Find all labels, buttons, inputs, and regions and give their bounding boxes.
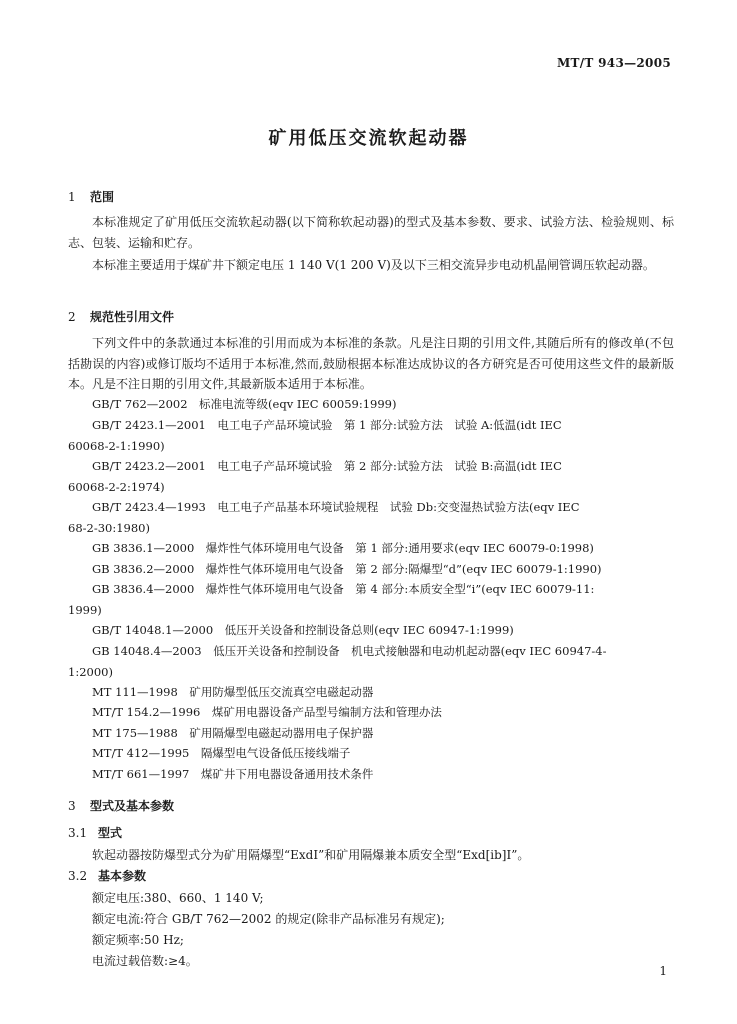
reference-item: GB/T 762—2002 标准电流等级(eqv IEC 60059:1999) [92,397,397,411]
parameter-line: 额定电压:380、660、1 140 V; [92,891,264,905]
page-number: 1 [659,964,667,978]
parameter-line: 额定电流:符合 GB/T 762—2002 的规定(除非产品标准另有规定); [92,912,445,926]
section-1-paragraph-2: 本标准主要适用于煤矿井下额定电压 1 140 V(1 200 V)及以下三相交流异步电动机晶闸管调压软起动器。 [92,258,655,272]
reference-item: GB 3836.4—2000 爆炸性气体环境用电气设备 第 4 部分:本质安全型“i”(eqv IEC 60079-11: 1999) [68,582,595,617]
section-3-2-title: 基本参数 [98,869,147,883]
section-2-heading [68,308,174,325]
parameter-line: 额定频率:50 Hz; [92,933,184,947]
reference-item: MT/T 154.2—1996 煤矿用电器设备产品型号编制方法和管理办法 [92,705,442,719]
section-3-2-number: 3.2 [68,869,88,883]
reference-item: MT 175—1988 矿用隔爆型电磁起动器用电子保护器 [92,726,374,740]
section-3-title: 型式及基本参数 [90,799,175,813]
section-3-1-heading [68,824,122,841]
parameter-line: 电流过载倍数:≥4。 [92,954,198,968]
section-3-2-heading [68,867,146,884]
section-1-number: 1 [68,190,76,204]
section-3-1-number: 3.1 [68,826,88,840]
section-3-1-title: 型式 [98,826,123,840]
section-2-title: 规范性引用文件 [90,310,175,324]
reference-item: GB/T 2423.1—2001 电工电子产品环境试验 第 1 部分:试验方法 试验 A:低温(idt IEC 60068-2-1:1990) [68,418,562,453]
section-2-intro: 下列文件中的条款通过本标准的引用而成为本标准的条款。凡是注日期的引用文件,其随后所有的修改单(不包括勘误的内容)或修订版均不适用于本标准,然而,鼓励根据本标准达成协议的各方研究是否可使用这些文件的最新版本。凡是不注日期的引用文件,其最新版本适用于本标准。 [68,336,674,391]
doc-code: MT/T 943—2005 [556,56,671,70]
reference-item: GB 3836.2—2000 爆炸性气体环境用电气设备 第 2 部分:隔爆型“d”(eqv IEC 60079-1:1990) [92,562,602,576]
reference-item: GB/T 2423.4—1993 电工电子产品基本环境试验规程 试验 Db:交变湿热试验方法(eqv IEC 68-2-30:1980) [68,500,580,535]
section-2-number: 2 [68,310,76,324]
section-3-number: 3 [68,799,76,813]
reference-item: MT/T 412—1995 隔爆型电气设备低压接线端子 [92,746,351,760]
reference-item: GB/T 14048.1—2000 低压开关设备和控制设备总则(eqv IEC 60947-1:1999) [92,623,514,637]
section-1-paragraph-1: 本标准规定了矿用低压交流软起动器(以下简称软起动器)的型式及基本参数、要求、试验方法、检验规则、标志、包装、运输和贮存。 [68,215,674,250]
reference-item: MT 111—1998 矿用防爆型低压交流真空电磁起动器 [92,685,374,699]
reference-item: MT/T 661—1997 煤矿井下用电器设备通用技术条件 [92,767,374,781]
section-1-title: 范围 [90,190,115,204]
reference-item: GB/T 2423.2—2001 电工电子产品环境试验 第 2 部分:试验方法 试验 B:高温(idt IEC 60068-2-2:1974) [68,459,562,494]
section-3-1-text: 软起动器按防爆型式分为矿用隔爆型“ExdI”和矿用隔爆兼本质安全型“Exd[ib]I”。 [92,848,530,862]
reference-item: GB 14048.4—2003 低压开关设备和控制设备 机电式接触器和电动机起动器(eqv IEC 60947-4- 1:2000) [68,644,607,679]
doc-title: 矿用低压交流软起动器 [268,128,469,149]
section-1-heading [68,188,114,205]
section-3-heading [68,797,174,814]
reference-item: GB 3836.1—2000 爆炸性气体环境用电气设备 第 1 部分:通用要求(eqv IEC 60079-0:1998) [92,541,594,555]
